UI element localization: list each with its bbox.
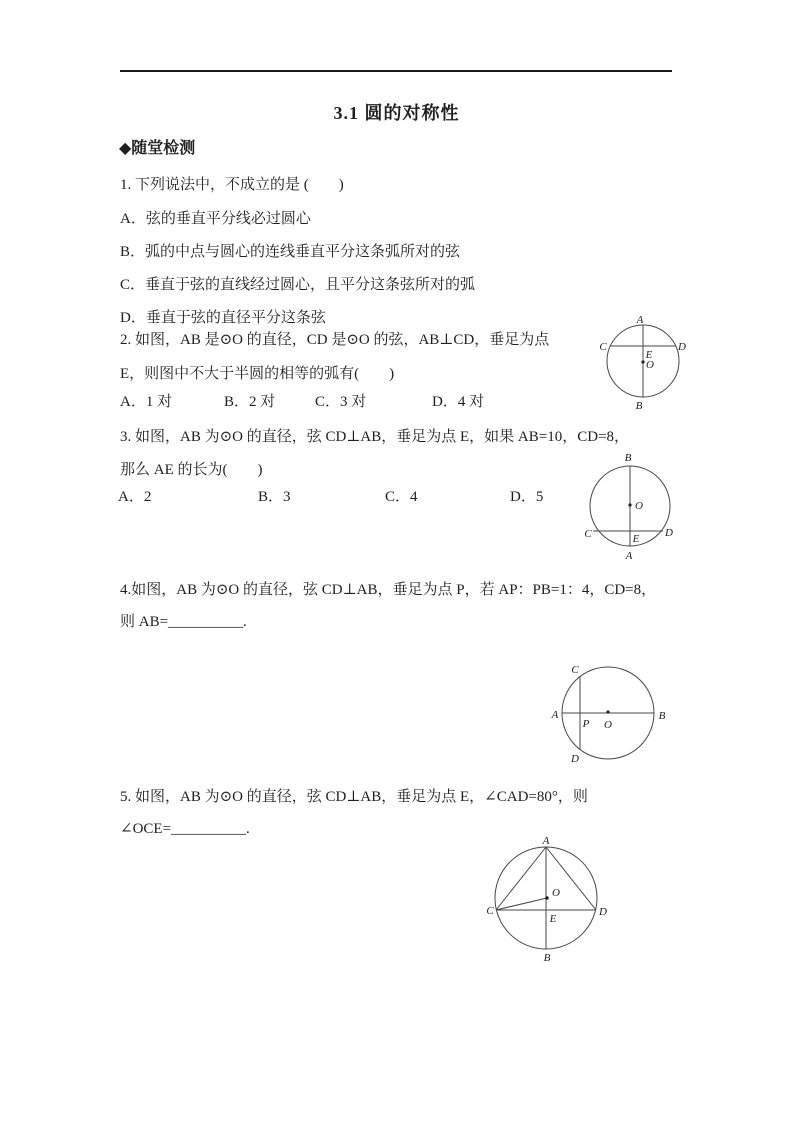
q5-label-c: C bbox=[486, 905, 494, 917]
q4-label-p: P bbox=[582, 718, 590, 730]
q3-diagram bbox=[580, 448, 685, 563]
q3-label-o: O bbox=[635, 500, 643, 512]
q1-option-b: B．弧的中点与圆心的连线垂直平分这条弧所对的弦 bbox=[120, 244, 461, 260]
q4-label-d: D bbox=[571, 753, 579, 765]
q3-center-dot bbox=[628, 503, 631, 506]
q1-option-a: A．弦的垂直平分线必过圆心 bbox=[120, 211, 311, 227]
q4-line-1: 4.如图，AB 为⊙O 的直径，弦 CD⊥AB，垂足为点 P，若 AP：PB=1：4，CD=8， bbox=[120, 582, 657, 598]
q5-segment-ad bbox=[546, 847, 596, 910]
q3-label-e: E bbox=[632, 533, 640, 545]
q4-center-dot bbox=[606, 710, 609, 713]
q4-line-2: 则 AB=__________. bbox=[120, 614, 247, 630]
q2-option-b: B．2 对 bbox=[224, 394, 276, 410]
q4-diagram bbox=[548, 655, 673, 770]
section-header: ◆随堂检测 bbox=[119, 140, 196, 157]
q2-label-o: O bbox=[646, 359, 654, 371]
q1-option-c: C．垂直于弦的直线经过圆心，且平分这条弦所对的弧 bbox=[120, 277, 476, 293]
q2-option-d: D．4 对 bbox=[432, 394, 485, 410]
q3-line-2: 那么 AE 的长为( ) bbox=[120, 462, 263, 478]
q2-label-b: B bbox=[635, 400, 643, 412]
q5-center-dot bbox=[545, 896, 548, 899]
q3-option-a: A．2 bbox=[118, 489, 152, 505]
q3-label-b: B bbox=[624, 452, 632, 464]
q5-label-b: B bbox=[543, 952, 551, 964]
q2-label-d: D bbox=[678, 341, 686, 353]
q4-label-o: O bbox=[604, 719, 612, 731]
q1-option-d: D．垂直于弦的直径平分这条弦 bbox=[120, 310, 326, 326]
q5-line-1: 5. 如图，AB 为⊙O 的直径，弦 CD⊥AB，垂足为点 E，∠CAD=80°，则 bbox=[120, 789, 588, 805]
q3-label-c: C bbox=[584, 528, 592, 540]
q2-label-c: C bbox=[599, 341, 607, 353]
q2-line-2: E，则图中不大于半圆的相等的弧有( ) bbox=[120, 366, 395, 382]
q3-option-c: C．4 bbox=[385, 489, 418, 505]
q4-label-b: B bbox=[658, 710, 666, 722]
q3-label-d: D bbox=[665, 527, 673, 539]
page-title: 3.1 圆的对称性 bbox=[333, 103, 460, 123]
q4-label-c: C bbox=[571, 664, 579, 676]
q5-label-o: O bbox=[552, 887, 560, 899]
header-rule bbox=[120, 70, 672, 72]
q5-segment-ac bbox=[496, 847, 546, 910]
q2-option-c: C．3 对 bbox=[315, 394, 367, 410]
q5-label-a: A bbox=[542, 835, 550, 847]
q5-line-2: ∠OCE=__________. bbox=[120, 821, 250, 837]
q2-line-1: 2. 如图，AB 是⊙O 的直径，CD 是⊙O 的弦，AB⊥CD，垂足为点 bbox=[120, 332, 550, 348]
q2-label-a: A bbox=[636, 314, 644, 326]
q5-label-e: E bbox=[549, 913, 557, 925]
q3-option-d: D．5 bbox=[510, 489, 544, 505]
q2-center-dot bbox=[641, 360, 644, 363]
q2-diagram bbox=[595, 312, 695, 412]
q3-label-a: A bbox=[625, 550, 633, 562]
q5-diagram bbox=[486, 836, 616, 964]
q4-label-a: A bbox=[551, 709, 559, 721]
q3-option-b: B．3 bbox=[258, 489, 291, 505]
q2-label-e: E bbox=[645, 349, 653, 361]
q5-label-d: D bbox=[599, 906, 607, 918]
q3-line-1: 3. 如图，AB 为⊙O 的直径，弦 CD⊥AB，垂足为点 E，如果 AB=10，CD=8， bbox=[120, 429, 630, 445]
q2-option-a: A．1 对 bbox=[120, 394, 173, 410]
q1-stem: 1. 下列说法中，不成立的是 ( ) bbox=[120, 177, 344, 193]
